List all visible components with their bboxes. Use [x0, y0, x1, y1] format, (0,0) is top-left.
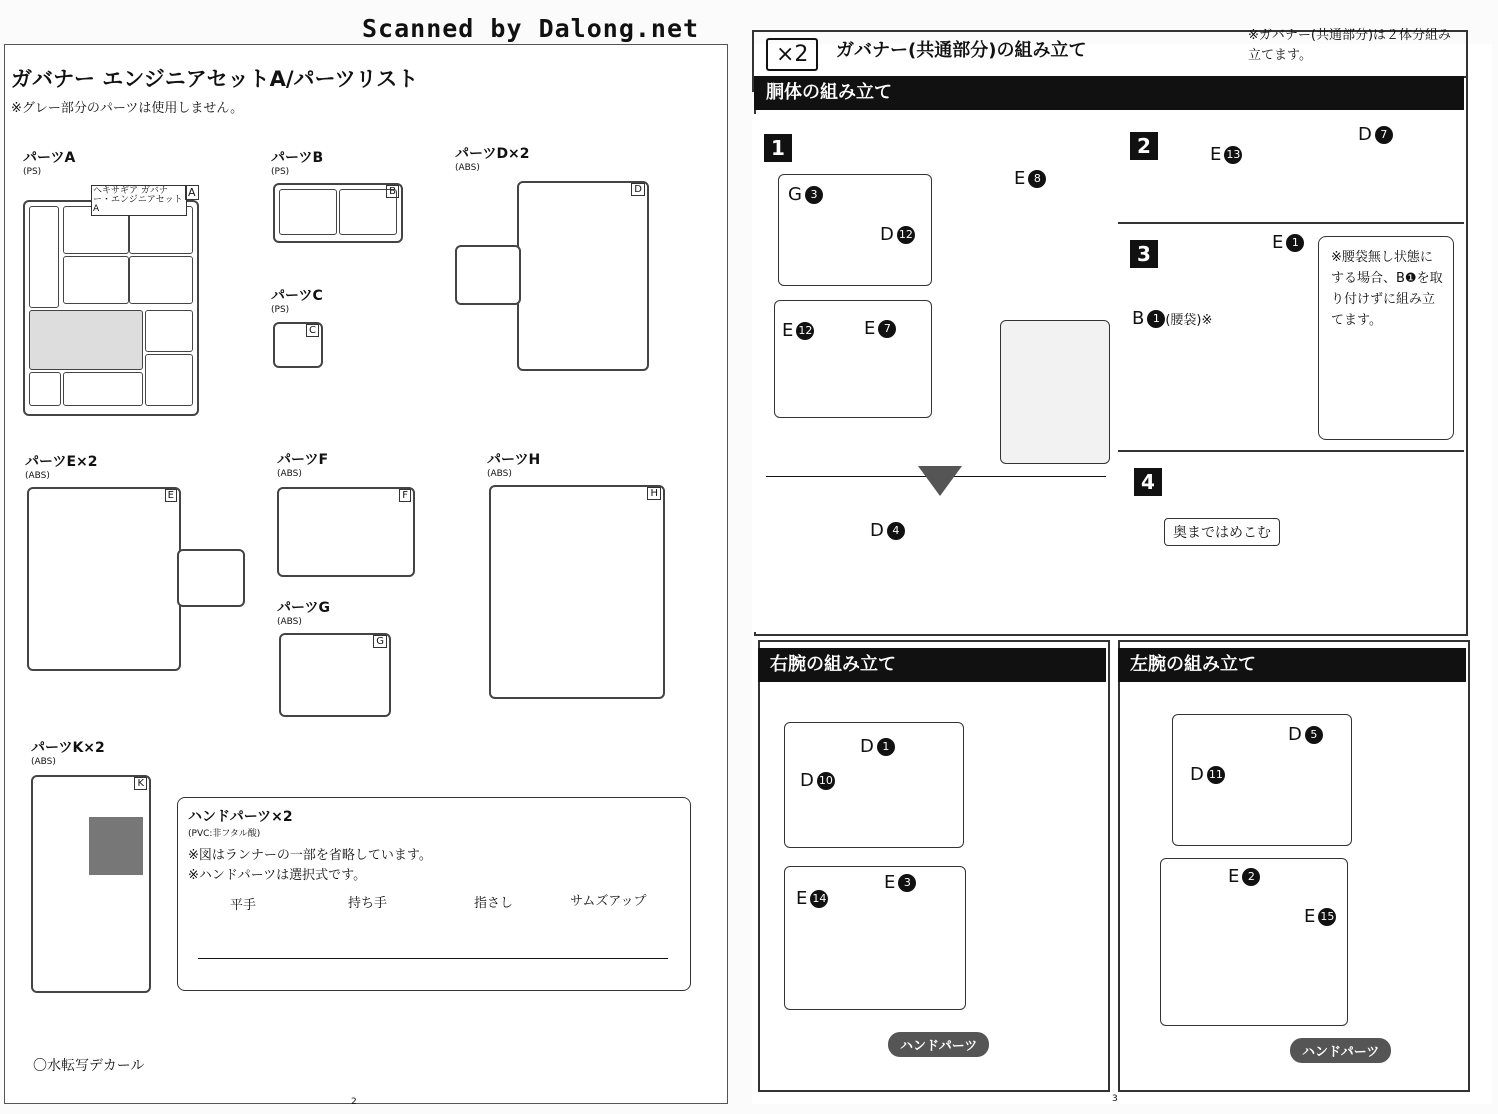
label-e3: E 3	[884, 872, 916, 893]
x2-badge: ×2	[766, 38, 818, 71]
parts-a-runner	[23, 200, 199, 416]
step3-note: ※腰袋無し状態にする場合、B❶を取り付けずに組み立てます。	[1331, 250, 1443, 328]
step1-subbox-e12	[774, 300, 932, 418]
right-arm-bar: 右腕の組み立て	[758, 648, 1106, 682]
label-d7: D 7	[1358, 124, 1393, 145]
right-header-note: ※ガバナー(共通部分)は２体分組み立てます。	[1248, 28, 1452, 63]
parts-b-tag: B	[386, 185, 399, 198]
part-a5	[129, 256, 193, 304]
torso-bar: 胴体の組み立て	[754, 76, 1464, 110]
parts-e-tag: E	[165, 489, 177, 502]
label-e1: E 1	[1272, 232, 1304, 253]
parts-b-label: パーツB (PS)	[271, 150, 324, 177]
step3-note-box	[1318, 236, 1454, 440]
step4-note: 奥まではめこむ	[1164, 518, 1280, 546]
right-page-number: 3	[1112, 1094, 1118, 1104]
parts-k-label: パーツK×2 (ABS)	[31, 740, 105, 767]
label-e15: E 15	[1304, 906, 1335, 927]
left-arm-hand-pill: ハンドパーツ	[1290, 1038, 1391, 1063]
part-a8	[29, 372, 61, 406]
parts-g-tag: G	[373, 635, 387, 648]
parts-k-tag: K	[134, 777, 147, 790]
hand-parts-box	[177, 797, 691, 991]
parts-b-runner	[273, 183, 403, 243]
label-e8: E 8	[1014, 168, 1046, 189]
label-d10: D 10	[800, 770, 833, 791]
right-arm-hand-pill: ハンドパーツ	[888, 1032, 989, 1057]
hand-runner-line	[198, 958, 668, 959]
hand-type-point: 指さし	[474, 896, 514, 911]
parts-d-runner	[517, 181, 649, 371]
hand-parts-note1: ※図はランナーの一部を省略しています。	[188, 848, 432, 863]
step2-panel	[1118, 114, 1464, 224]
part-a10	[145, 354, 193, 406]
hand-type-flat: 平手	[230, 898, 257, 913]
left-page	[4, 44, 728, 1107]
parts-e-runner	[27, 487, 181, 671]
part-a6	[29, 310, 143, 370]
parts-h-label: パーツH (ABS)	[487, 452, 541, 479]
label-e13: E 13	[1210, 144, 1241, 165]
label-b1: B 1 (腰袋)※	[1132, 308, 1213, 329]
label-d12: D 12	[880, 224, 913, 245]
label-d1: D 1	[860, 736, 895, 757]
part-a7	[145, 310, 193, 352]
part-a1	[29, 206, 59, 308]
parts-h-runner	[489, 485, 665, 699]
step2-number: 2	[1130, 132, 1158, 160]
hand-type-grip: 持ち手	[348, 896, 388, 911]
label-d5: D 5	[1288, 724, 1323, 745]
parts-d-tag: D	[631, 183, 645, 196]
down-arrow-icon	[918, 466, 962, 496]
left-arm-bar: 左腕の組み立て	[1118, 648, 1466, 682]
label-d11: D 11	[1190, 764, 1223, 785]
part-k-unused	[89, 817, 143, 875]
parts-f-label: パーツF (ABS)	[277, 452, 329, 479]
parts-a-tag-text: ヘキサギア ガバナー・エンジニアセットA	[91, 185, 187, 216]
parts-g-label: パーツG (ABS)	[277, 600, 330, 627]
hand-parts-title: ハンドパーツ×2	[188, 809, 293, 825]
hand-parts-note2: ※ハンドパーツは選択式です。	[188, 868, 367, 883]
parts-a-label: パーツA (PS)	[23, 150, 76, 177]
parts-h-tag: H	[647, 487, 661, 500]
parts-c-runner	[273, 322, 323, 368]
label-e12: E 12	[782, 320, 813, 341]
right-title: ガバナー(共通部分)の組み立て	[836, 40, 1087, 61]
parts-f-tag: F	[399, 489, 411, 502]
part-e8-runner	[177, 549, 245, 607]
label-e2: E 2	[1228, 866, 1260, 887]
label-e7: E 7	[864, 318, 896, 339]
parts-f-runner	[277, 487, 415, 577]
label-e14: E 14	[796, 888, 827, 909]
step1-reference-box	[1000, 320, 1110, 464]
left-page-number: 2	[351, 1097, 357, 1107]
parts-g-runner	[279, 633, 391, 717]
left-page-title: ガバナー エンジニアセットA/パーツリスト	[11, 67, 419, 91]
gray-parts-note: ※グレー部分のパーツは使用しません。	[11, 101, 244, 116]
part-a9	[63, 372, 143, 406]
parts-c-tag: C	[306, 324, 319, 337]
label-g3: G 3	[788, 184, 823, 205]
right-page	[752, 28, 1492, 1104]
parts-e-label: パーツE×2 (ABS)	[25, 454, 98, 481]
part-d4-runner	[455, 245, 521, 305]
label-d4: D 4	[870, 520, 905, 541]
parts-d-label: パーツD×2 (ABS)	[455, 146, 530, 173]
hand-type-thumbsup: サムズアップ	[570, 894, 647, 909]
step1-number: 1	[764, 134, 792, 162]
hand-parts-material: (PVC:非フタル酸)	[188, 829, 261, 839]
part-b1	[279, 189, 337, 235]
parts-c-label: パーツC (PS)	[271, 288, 323, 315]
step4-number: 4	[1134, 468, 1162, 496]
step3-number: 3	[1130, 240, 1158, 268]
part-a4	[63, 256, 129, 304]
parts-k-runner	[31, 775, 151, 993]
parts-a-tag: A	[185, 185, 199, 200]
watermark: Scanned by Dalong.net	[362, 14, 700, 43]
decal-note: 〇水転写デカール	[33, 1058, 145, 1074]
